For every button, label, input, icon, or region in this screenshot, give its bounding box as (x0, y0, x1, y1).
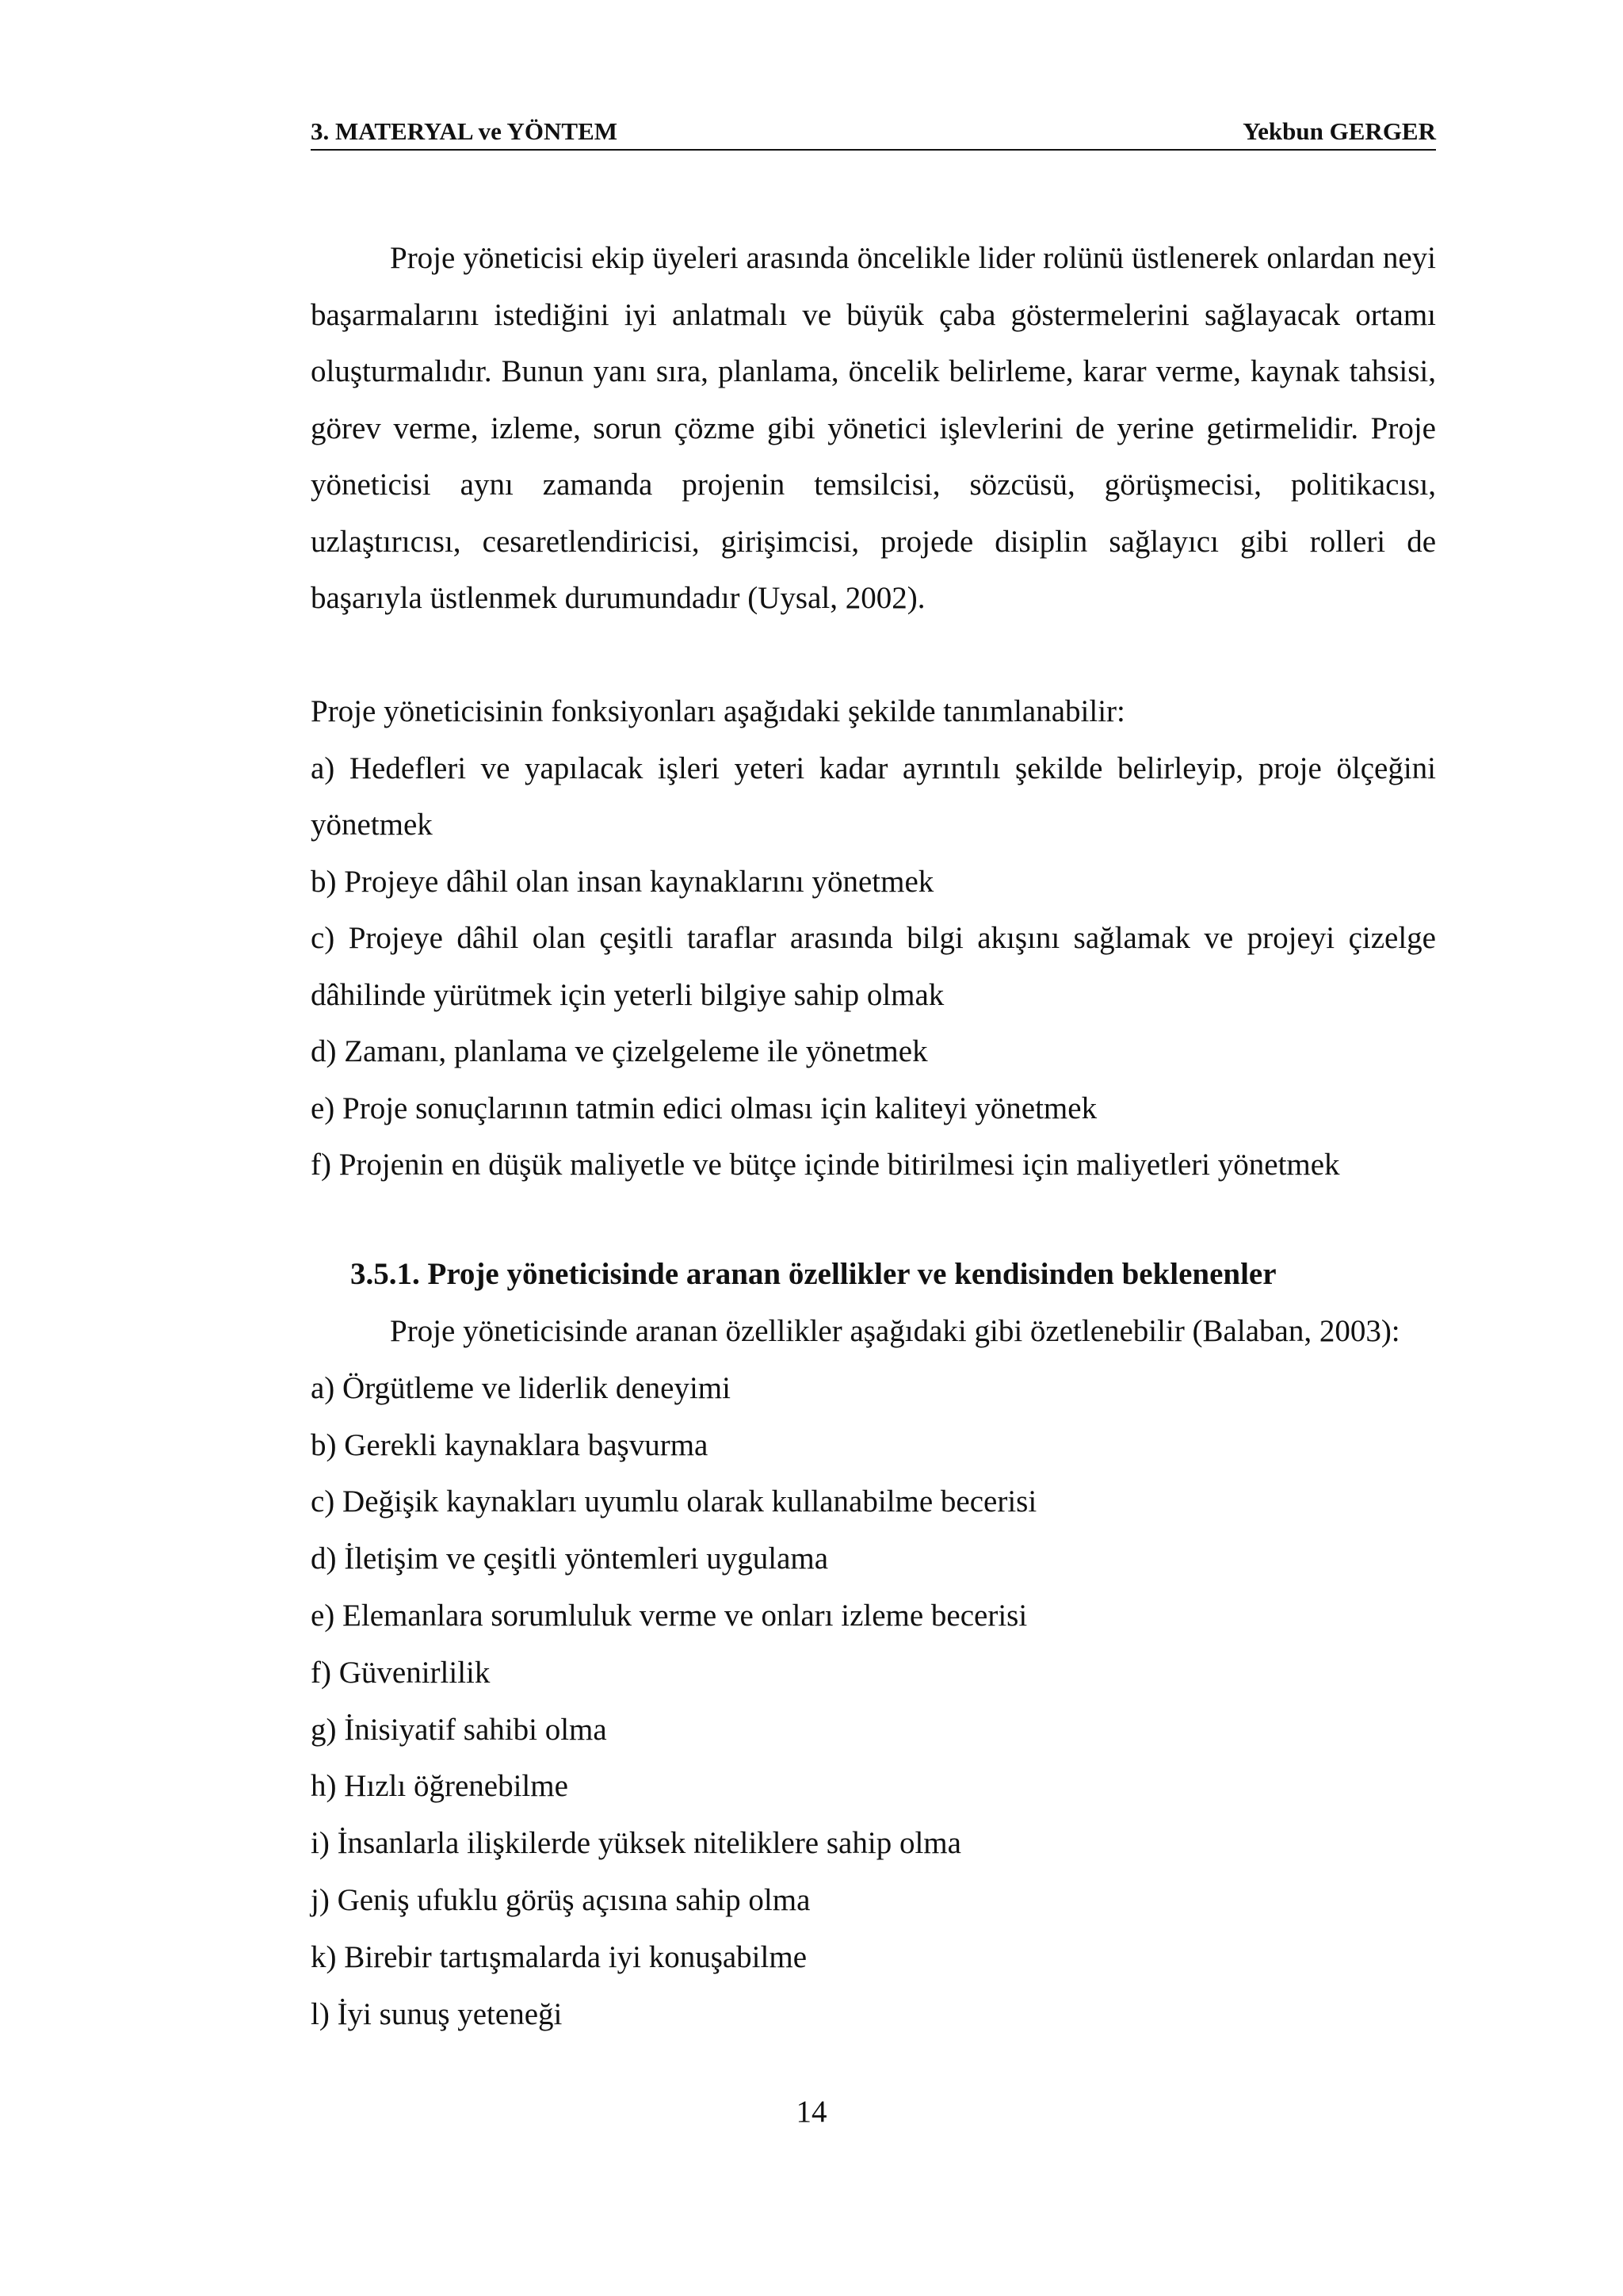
list-item: i) İnsanlarla ilişkilerde yüksek niteliklere sahip olma (311, 1826, 961, 1861)
list-item: b) Projeye dâhil olan insan kaynaklarını yönetmek (311, 864, 934, 899)
list-item: e) Elemanlara sorumluluk verme ve onları izleme becerisi (311, 1598, 1028, 1633)
list-item: a) Örgütleme ve liderlik deneyimi (311, 1370, 731, 1405)
list-item: l) İyi sunuş yeteneği (311, 1996, 563, 2031)
list-item: f) Güvenirlilik (311, 1655, 491, 1690)
section-heading: 3.5.1. Proje yöneticisinde aranan özellikler ve kendisinden beklenenler (350, 1257, 1277, 1291)
functions-intro: Proje yöneticisinin fonksiyonları aşağıdaki şekilde tanımlanabilir: (311, 694, 1125, 728)
list-item: a) Hedefleri ve yapılacak işleri yeteri kadar ayrıntılı şekilde belirleyip, proje ölçeğini yönetmek (311, 751, 1436, 842)
list-item: j) Geniş ufuklu görüş açısına sahip olma (311, 1882, 811, 1917)
author-name: Yekbun GERGER (1243, 117, 1436, 145)
list-item: g) İnisiyatif sahibi olma (311, 1712, 607, 1747)
page-number: 14 (796, 2095, 827, 2129)
functions-list (311, 683, 1436, 1194)
list-item: b) Gerekli kaynaklara başvurma (311, 1427, 708, 1462)
running-header (311, 117, 1436, 151)
list-item: c) Değişik kaynakları uyumlu olarak kullanabilme becerisi (311, 1484, 1037, 1519)
chapter-title: 3. MATERYAL ve YÖNTEM (311, 117, 618, 145)
list-item: c) Projeye dâhil olan çeşitli taraflar arasında bilgi akışını sağlamak ve projeyi çizelge dâhilinde yürütmek için yeterli bilgiye sahip olmak (311, 921, 1436, 1012)
list-item: d) İletişim ve çeşitli yöntemleri uygulama (311, 1541, 829, 1576)
list-item: h) Hızlı öğrenebilme (311, 1769, 568, 1804)
qualities-intro: Proje yöneticisinde aranan özellikler aşağıdaki gibi özetlenebilir (Balaban, 2003): (390, 1314, 1400, 1348)
list-item: d) Zamanı, planlama ve çizelgeleme ile yönetmek (311, 1034, 928, 1068)
list-item: k) Birebir tartışmalarda iyi konuşabilme (311, 1939, 807, 1974)
qualities-list (311, 1303, 1436, 2042)
paragraph-project-manager-role: Proje yöneticisi ekip üyeleri arasında öncelikle lider rolünü üstlenerek onlardan neyi başarmalarını istediğini iyi anlatmalı ve büyük çaba göstermelerini sağlayacak ortamı oluşturmalıdır. Bunun yanı sıra, planlama, öncelik belirleme, karar verme, kaynak tahsisi, görev verme, izleme, sorun çözme gibi yönetici işlevlerini de yerine getirmelidir. Proje yöneticisi aynı zamanda projenin temsilcisi, sözcüsü, görüşmecisi, politikacısı, uzlaştırıcısı, cesaretlendiricisi, girişimcisi, projede disiplin sağlayıcı gibi rolleri de başarıyla üstlenmek durumundadır (Uysal, 2002). (311, 241, 1436, 615)
list-item: e) Proje sonuçlarının tatmin edici olması için kaliteyi yönetmek (311, 1091, 1098, 1125)
list-item: f) Projenin en düşük maliyetle ve bütçe içinde bitirilmesi için maliyetleri yönetmek (311, 1148, 1340, 1182)
